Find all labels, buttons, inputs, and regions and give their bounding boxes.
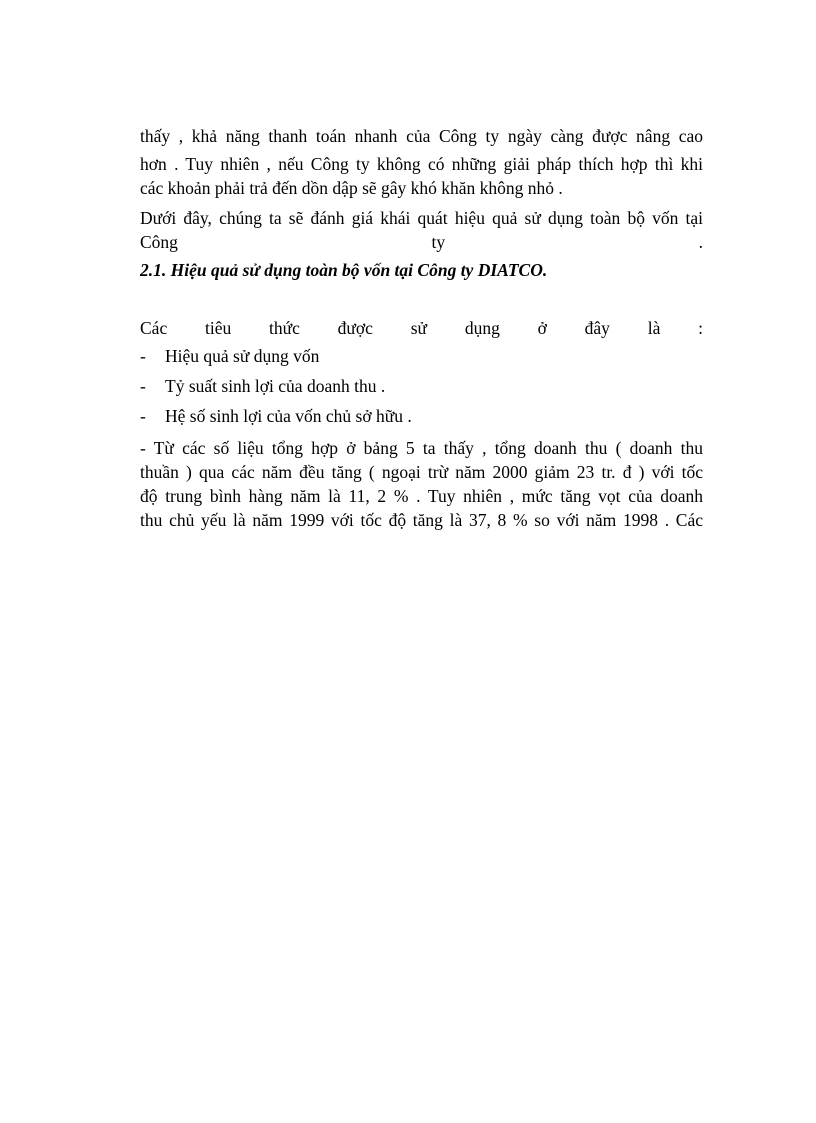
list-item-text: Hiệu quả sử dụng vốn	[165, 346, 320, 366]
paragraph-line: - Từ các số liệu tổng hợp ở bảng 5 ta thấy , tổng doanh thu ( doanh thu	[140, 438, 703, 458]
paragraph-line: các khoản phải trả đến dồn dập sẽ gây khó khăn không nhỏ .	[140, 178, 563, 198]
criteria-intro: Các tiêu thức được sử dụng ở đây là :	[140, 318, 703, 338]
paragraph-line: Công ty .	[140, 232, 703, 252]
section-heading: 2.1. Hiệu quả sử dụng toàn bộ vốn tại Công ty DIATCO.	[140, 260, 548, 280]
paragraph-line: Dưới đây, chúng ta sẽ đánh giá khái quát hiệu quả sử dụng toàn bộ vốn tại	[140, 208, 703, 228]
list-item-text: Tỷ suất sinh lợi của doanh thu .	[165, 376, 386, 396]
bullet-marker: -	[140, 346, 146, 366]
bullet-marker: -	[140, 406, 146, 426]
paragraph-line: thu chủ yếu là năm 1999 với tốc độ tăng là 37, 8 % so với năm 1998 . Các	[140, 510, 703, 530]
paragraph-revenue	[140, 436, 703, 532]
list-item	[140, 404, 703, 428]
paragraph-overview	[140, 206, 703, 254]
paragraph-liquidity	[140, 124, 703, 200]
bullet-marker: -	[140, 376, 146, 396]
document-page	[140, 124, 703, 532]
list-item	[140, 374, 703, 398]
list-item	[140, 344, 703, 368]
paragraph-line: thấy , khả năng thanh toán nhanh của Công ty ngày càng được nâng cao	[140, 126, 703, 146]
paragraph-line: độ trung bình hàng năm là 11, 2 % . Tuy nhiên , mức tăng vọt của doanh	[140, 486, 703, 506]
criteria-list	[140, 344, 703, 428]
paragraph-line: thuần ) qua các năm đều tăng ( ngoại trừ năm 2000 giảm 23 tr. đ ) với tốc	[140, 462, 703, 482]
paragraph-line: hơn . Tuy nhiên , nếu Công ty không có những giải pháp thích hợp thì khi	[140, 154, 703, 174]
list-item-text: Hệ số sinh lợi của vốn chủ sở hữu .	[165, 406, 412, 426]
